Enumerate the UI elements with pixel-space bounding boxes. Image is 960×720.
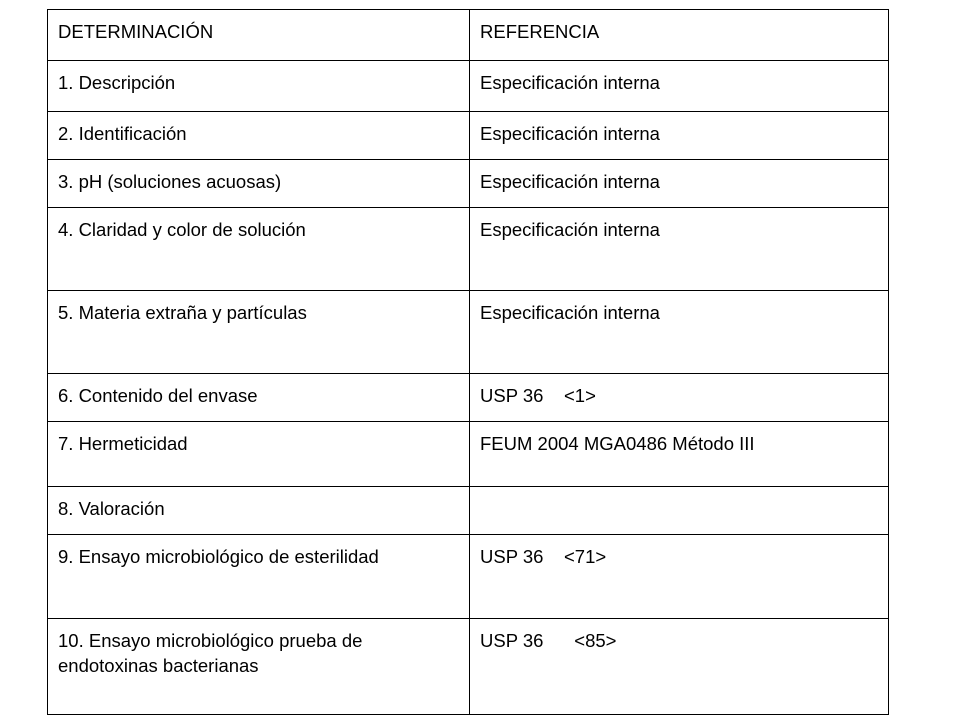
table-row	[48, 619, 889, 715]
cell-referencia: USP 36 <71>	[470, 535, 889, 619]
table-row	[48, 61, 889, 112]
table-row	[48, 160, 889, 208]
cell-referencia: Especificación interna	[470, 208, 889, 291]
cell-determinacion: 2. Identificación	[48, 112, 470, 160]
reference-table	[47, 9, 889, 715]
cell-referencia: FEUM 2004 MGA0486 Método III	[470, 422, 889, 487]
cell-determinacion: 8. Valoración	[48, 487, 470, 535]
cell-referencia: Especificación interna	[470, 160, 889, 208]
table-row	[48, 535, 889, 619]
cell-determinacion: 5. Materia extraña y partículas	[48, 291, 470, 374]
table-row	[48, 374, 889, 422]
table-header-row	[48, 10, 889, 61]
cell-referencia: USP 36 <85>	[470, 619, 889, 715]
table-row	[48, 112, 889, 160]
cell-referencia: USP 36 <1>	[470, 374, 889, 422]
cell-referencia	[470, 487, 889, 535]
table-row	[48, 487, 889, 535]
cell-referencia: Especificación interna	[470, 112, 889, 160]
cell-referencia: Especificación interna	[470, 291, 889, 374]
cell-determinacion: 7. Hermeticidad	[48, 422, 470, 487]
table-row	[48, 422, 889, 487]
table-row	[48, 291, 889, 374]
cell-determinacion: 10. Ensayo microbiológico prueba de endotoxinas bacterianas	[48, 619, 470, 715]
table-row	[48, 208, 889, 291]
header-determinacion: DETERMINACIÓN	[48, 10, 470, 61]
cell-determinacion: 9. Ensayo microbiológico de esterilidad	[48, 535, 470, 619]
cell-referencia: Especificación interna	[470, 61, 889, 112]
cell-determinacion: 4. Claridad y color de solución	[48, 208, 470, 291]
cell-determinacion: 3. pH (soluciones acuosas)	[48, 160, 470, 208]
cell-determinacion: 6. Contenido del envase	[48, 374, 470, 422]
header-referencia: REFERENCIA	[470, 10, 889, 61]
cell-determinacion: 1. Descripción	[48, 61, 470, 112]
